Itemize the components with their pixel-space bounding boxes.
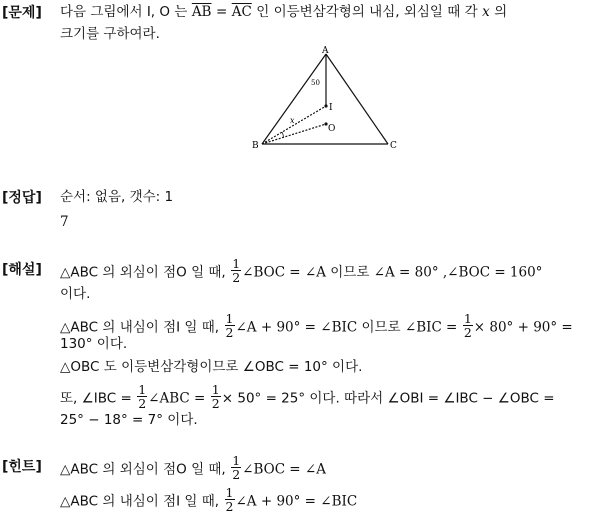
fraction-denominator: 2 xyxy=(232,467,241,482)
point-i-dot xyxy=(324,104,327,107)
solution-math: ∠ABC = xyxy=(148,390,206,407)
solution-text: 또, ∠IBC = xyxy=(60,390,132,407)
angle-x-label: x xyxy=(290,116,295,125)
fraction-half xyxy=(231,257,241,284)
vertex-b-label: B xyxy=(252,141,259,151)
solution-text: △ABC 의 외심이 점O 일 때, xyxy=(60,264,226,281)
fraction-numerator: 1 xyxy=(463,311,472,326)
solution-math: ∠BOC = ∠A 이므로 ∠A = 80° ,∠BOC = 160° xyxy=(242,264,543,281)
solution-line-3 xyxy=(60,311,573,341)
fraction-half xyxy=(463,312,473,339)
segment-bo xyxy=(262,124,326,144)
solution-line-1 xyxy=(60,256,543,286)
problem-line-1 xyxy=(60,2,507,22)
answer-label: [정답] xyxy=(2,190,42,206)
solution-text: △ABC 의 내심이 점I 일 때, xyxy=(60,319,220,336)
variable-x: x xyxy=(482,4,490,20)
fraction-numerator: 1 xyxy=(225,311,234,326)
solution-math: ∠A + 90° = ∠BIC 이므로 ∠BIC = xyxy=(235,319,458,336)
problem-text-mid: 인 이등변삼각형의 내심, 외심일 때 각 xyxy=(256,4,478,20)
fraction-numerator: 1 xyxy=(225,485,234,500)
answer-line-1: 순서: 없음, 갯수: 1 xyxy=(60,189,174,205)
hint-math: ∠BOC = ∠A xyxy=(242,461,326,478)
fraction-half xyxy=(225,312,235,339)
triangle-figure xyxy=(248,44,408,156)
fraction-half xyxy=(137,383,147,410)
hint-label: [힌트] xyxy=(2,459,42,475)
answer-value: 7 xyxy=(60,214,69,230)
solution-line-2: 이다. xyxy=(60,286,91,302)
solution-line-6 xyxy=(60,382,555,412)
vertex-c-label: C xyxy=(390,141,397,151)
segment-ab: $\overline{AB}$ xyxy=(191,4,212,20)
solution-line-7: 25° − 18° = 7° 이다. xyxy=(60,412,198,428)
fraction-numerator: 1 xyxy=(138,382,147,397)
fraction-half xyxy=(211,383,221,410)
fraction-denominator: 2 xyxy=(463,325,472,340)
segment-bi xyxy=(262,106,326,144)
problem-text-suffix: 의 xyxy=(494,4,508,20)
solution-line-4: 130° 이다. xyxy=(60,336,128,352)
point-o-label: O xyxy=(328,124,336,134)
hint-text: △ABC 의 외심이 점O 일 때, xyxy=(60,461,226,478)
fraction-half xyxy=(231,454,241,481)
solution-math: × 50° = 25° 이다. 따라서 ∠OBI = ∠IBC − ∠OBC = xyxy=(221,390,555,407)
side-ab xyxy=(262,54,326,144)
point-i-label: I xyxy=(329,103,333,113)
fraction-numerator: 1 xyxy=(232,453,241,468)
hint-line-2 xyxy=(60,485,358,515)
solution-math: × 80° + 90° = xyxy=(473,319,573,336)
fraction-numerator: 1 xyxy=(232,256,241,271)
fraction-denominator: 2 xyxy=(225,499,234,514)
fraction-denominator: 2 xyxy=(225,325,234,340)
fraction-half xyxy=(225,486,235,513)
fraction-denominator: 2 xyxy=(232,270,241,285)
solution-line-5: △OBC 도 이등변삼각형이므로 ∠OBC = 10° 이다. xyxy=(60,359,363,375)
fraction-denominator: 2 xyxy=(211,396,220,411)
fraction-numerator: 1 xyxy=(211,382,220,397)
vertex-a-label: A xyxy=(322,46,329,56)
problem-text-prefix: 다음 그림에서 I, O 는 xyxy=(60,4,188,20)
angle-50-label: 50 xyxy=(311,79,320,87)
problem-line-2: 크기를 구하여라. xyxy=(60,26,160,42)
fraction-denominator: 2 xyxy=(138,396,147,411)
problem-label: [문제] xyxy=(2,5,42,21)
hint-text: △ABC 의 내심이 점I 일 때, xyxy=(60,493,220,510)
solution-label: [해설] xyxy=(2,262,42,278)
hint-line-1 xyxy=(60,453,326,483)
hint-math: ∠A + 90° = ∠BIC xyxy=(235,493,358,510)
equals-sign: = xyxy=(215,4,228,20)
segment-ac: $\overline{AC}$ xyxy=(231,4,252,20)
